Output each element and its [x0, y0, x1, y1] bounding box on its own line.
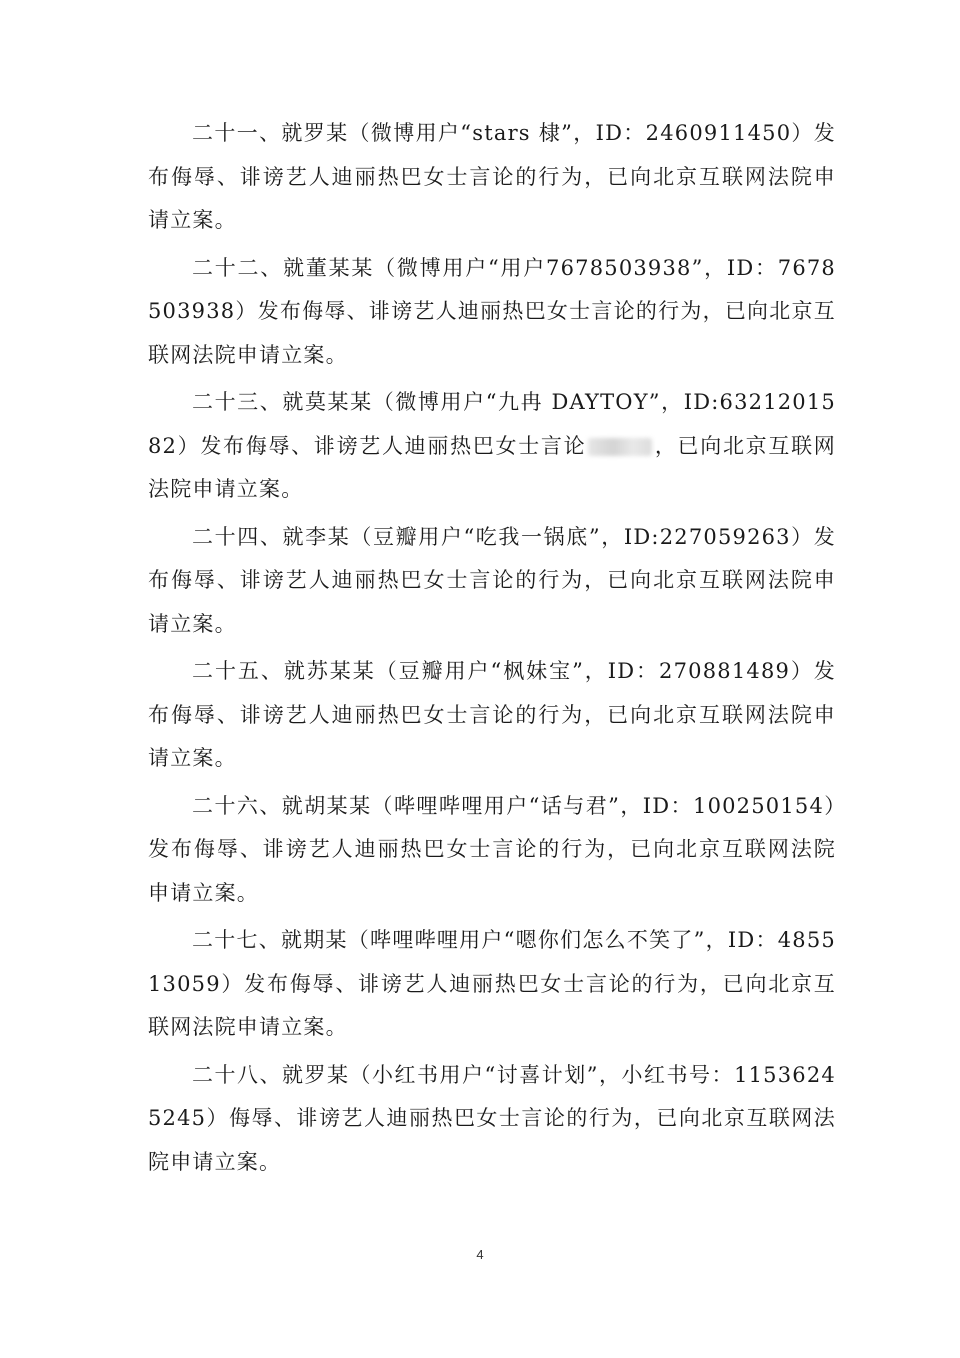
paragraph-26: 二十六、就胡某某（哔哩哔哩用户“话与君”，ID：100250154）发布侮辱、诽谤艺人迪丽热巴女士言论的行为，已向北京互联网法院申请立案。	[148, 793, 836, 905]
paragraph-23-before: 二十三、就莫某某（微博用户“九冉 DAYTOY”，ID:6321201582）发布侮辱、诽谤艺人迪丽热巴女士言论	[148, 390, 836, 458]
paragraph-23-after: ，已向北京互联网法院申请立案。	[148, 433, 836, 501]
paragraph-28: 二十八、就罗某（小红书用户“讨喜计划”，小红书号：11536245245）侮辱、诽谤艺人迪丽热巴女士言论的行为，已向北京互联网法院申请立案。	[148, 1062, 836, 1174]
paragraph-24: 二十四、就李某（豆瓣用户“吃我一锅底”，ID:227059263）发布侮辱、诽谤艺人迪丽热巴女士言论的行为，已向北京互联网法院申请立案。	[148, 524, 836, 636]
paragraph-21: 二十一、就罗某（微博用户“stars 棣”，ID：2460911450）发布侮辱、诽谤艺人迪丽热巴女士言论的行为，已向北京互联网法院申请立案。	[148, 121, 836, 232]
paragraph-27: 二十七、就期某（哔哩哔哩用户“嗯你们怎么不笑了”，ID：485513059）发布侮辱、诽谤艺人迪丽热巴女士言论的行为，已向北京互联网法院申请立案。	[148, 928, 836, 1039]
document-body	[148, 112, 836, 1188]
paragraph-23	[148, 381, 836, 512]
page-number: 4	[476, 1247, 484, 1262]
paragraph-25: 二十五、就苏某某（豆瓣用户“枫妹宝”，ID：270881489）发布侮辱、诽谤艺人迪丽热巴女士言论的行为，已向北京互联网法院申请立案。	[148, 659, 836, 770]
paragraph-22: 二十二、就董某某（微博用户“用户7678503938”，ID：7678503938）发布侮辱、诽谤艺人迪丽热巴女士言论的行为，已向北京互联网法院申请立案。	[148, 255, 836, 367]
redacted-blur	[588, 438, 652, 456]
